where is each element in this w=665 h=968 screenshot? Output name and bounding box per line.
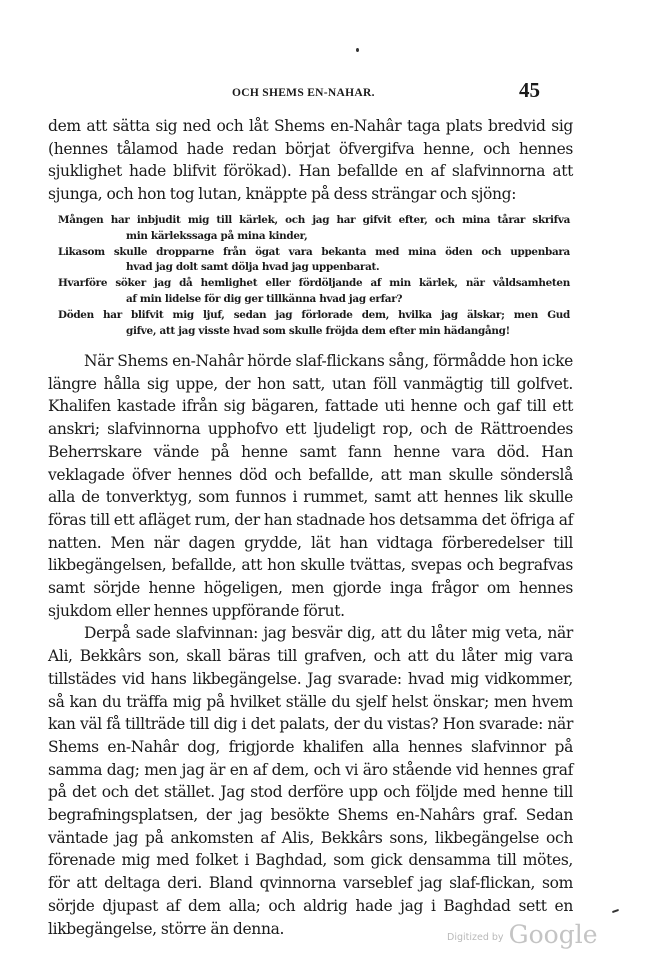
song-verse: [58, 213, 570, 245]
song-verse: [58, 245, 570, 277]
page-number: 45: [519, 78, 540, 102]
running-title: OCH SHEMS EN-NAHAR.: [232, 87, 375, 99]
print-speck: [612, 909, 619, 913]
paragraph-intro: [48, 115, 573, 206]
paragraph-text: När Shems en-Nahâr hörde slaf-flickans sång, förmådde hon icke längre hålla sig uppe, der hon satt, utan föll vanmägtig till golfvet. Khalifen kastade ifrån sig bägaren, fattade uti henne och gaf till ett anskri; slafvinnorna upphofvo ett ljudeligt rop, och de Rättroendes Beherrskare vände på henne samt fann henne vara död. Han veklagade öfver hennes död och befallde, att man skulle sönderslå alla de tonverktyg, som funnos i rummet, samt att hennes lik skulle föras till ett afläget rum, der han stadnade hos detsamma det öfriga af natten. Men när dagen grydde, lät han vidtaga förberedelser till likbegängelsen, befallde, att hon skulle tvättas, svepas och begrafvas samt sörjde henne högeligen, men gjorde inga frågor om hennes sjukdom eller hennes uppförande förut.: [48, 352, 573, 620]
paragraph-text: dem att sätta sig ned och låt Shems en-Nahâr taga plats bredvid sig (hennes tålamod hade redan börjat öfvergifva henne, och hennes sjuklighet hade blifvit förökad). Han befallde en af slafvinnorna att sjunga, och hon tog lutan, knäppte på dess strängar och sjöng:: [48, 117, 573, 204]
verse-line: Likasom skulle dropparne från ögat vara bekanta med mina öden och uppenbara: [58, 245, 570, 258]
verse-line-continuation: gifve, att jag visste hvad som skulle fröjda dem efter min hädangång!: [126, 324, 510, 337]
watermark-logo: Google: [508, 920, 598, 949]
verse-line: Hvarföre söker jag då hemlighet eller fördöljande af min kärlek, när våldsamheten: [58, 277, 570, 290]
song-verse: [58, 308, 570, 340]
print-speck: [356, 48, 359, 52]
verse-line-continuation: af min lidelse för dig ger tillkänna hvad jag erfar?: [126, 292, 403, 305]
verse-line-continuation: hvad jag dolt samt dölja hvad jag uppenbarat.: [126, 261, 380, 274]
paragraph-text: Derpå sade slafvinnan: jag besvär dig, att du låter mig veta, när Ali, Bekkârs son, skall bäras till grafven, och att du låter mig vara tillstädes vid hans likbegängelse. Jag svarade: hvad mig vidkommer, så kan du träffa mig på hvilket ställe du sjelf helst önskar; men hvem kan väl få tillträde till dig i det palats, der du vistas? Hon svarade: när Shems en-Nahâr dog, frigjorde khalifen alla hennes slafvinnor på samma dag; men jag är en af dem, och vi äro stående vid hennes graf på det och det stället. Jag stod derföre upp och följde med henne till begrafningsplatsen, der jag besökte Shems en-Nahârs graf. Sedan väntade jag på ankomsten af Alis, Bekkârs sons, likbegängelse och förenade mig med folket i Baghdad, som gick densamma till mötes, för att deltaga deri. Bland qvinnorna varseblef jag slaf-flickan, som sörjde djupast af dem alla; och aldrig hade jag i Baghdad sett en likbegängelse, större än denna.: [48, 624, 573, 938]
verse-line: Mången har inbjudit mig till kärlek, och jag har gifvit efter, och mina tårar skrifva: [58, 214, 570, 226]
digitized-watermark: [447, 920, 598, 949]
paragraph-body: [48, 350, 573, 940]
verse-line: Döden har blifvit mig ljuf, sedan jag förlorade dem, hvilka jag älskar; men Gud: [58, 308, 570, 321]
song-verse: [58, 276, 570, 308]
song-verses: [58, 213, 570, 339]
watermark-prefix: Digitized by: [447, 932, 504, 943]
verse-line-continuation: min kärlekssaga på mina kinder,: [126, 229, 308, 242]
